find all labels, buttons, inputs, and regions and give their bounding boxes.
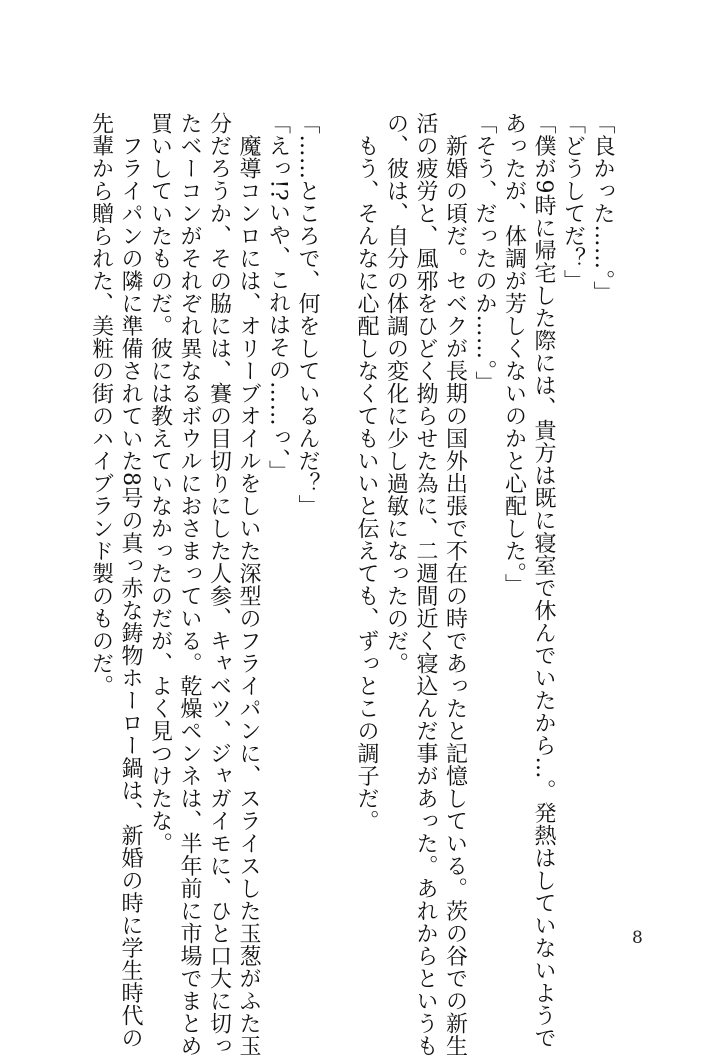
blank-line [322, 112, 352, 902]
text-line: 活の疲労と、風邪をひどく拗らせた為に、二週間近く寝込んだ事があった。あれからというも [413, 112, 438, 1057]
text-line: 先輩から贈られた、美粧の街のハイブランド製のものだ。 [88, 112, 114, 697]
text-line: 分だろうか、その脇には、賽の目切りにした人参、キャベツ、ジャガイモに、ひと口大に切っ [206, 112, 232, 1057]
text-line: 「えっ!?いや、これはその……っ、」 [265, 112, 291, 483]
text-line: の、彼は、自分の体調の変化に少し過敏になったのだ。 [383, 112, 409, 675]
text-line: 「僕が9時に帰宅した際には、貴方は既に寝室で休んでいたから…。発熱はしていないようで [531, 112, 556, 1049]
text-line: 新婚の頃だ。セベクが長期の国外出張で不在の時であったと記憶している。茨の谷での新生 [442, 112, 468, 1057]
text-line: 「どうしてだ？」 [560, 112, 586, 292]
text-line: たベーコンがそれぞれ異なるボウルにおさまっている。乾燥ペンネは、半年前に市場でまとめ [177, 112, 202, 1057]
text-line: 「良かった……。」 [590, 112, 615, 304]
vertical-text-body [86, 112, 617, 1057]
text-line: フライパンの隣に準備されていた8号の真っ赤な鋳物ホーロー鍋は、新婚の時に学生時代の [118, 112, 143, 1049]
text-line: あったが、体調が芳しくないのかと心配した。」 [501, 112, 527, 596]
text-line: 魔導コンロには、オリーブオイルをしいた深型のフライパンに、スライスした玉葱がふた玉 [236, 112, 261, 1057]
text-line: 「そう、だったのか……。」 [472, 112, 497, 394]
text-line: 「……ところで、何をしているんだ？」 [295, 112, 320, 517]
text-line: もう、そんなに心配しなくてもいいと伝えても、ずっとこの調子だ。 [354, 112, 379, 832]
text-line: 買いしていたものだ。彼には教えていなかったのだが、よく見つけたな。 [147, 112, 173, 855]
page-number: 8 [632, 928, 643, 948]
